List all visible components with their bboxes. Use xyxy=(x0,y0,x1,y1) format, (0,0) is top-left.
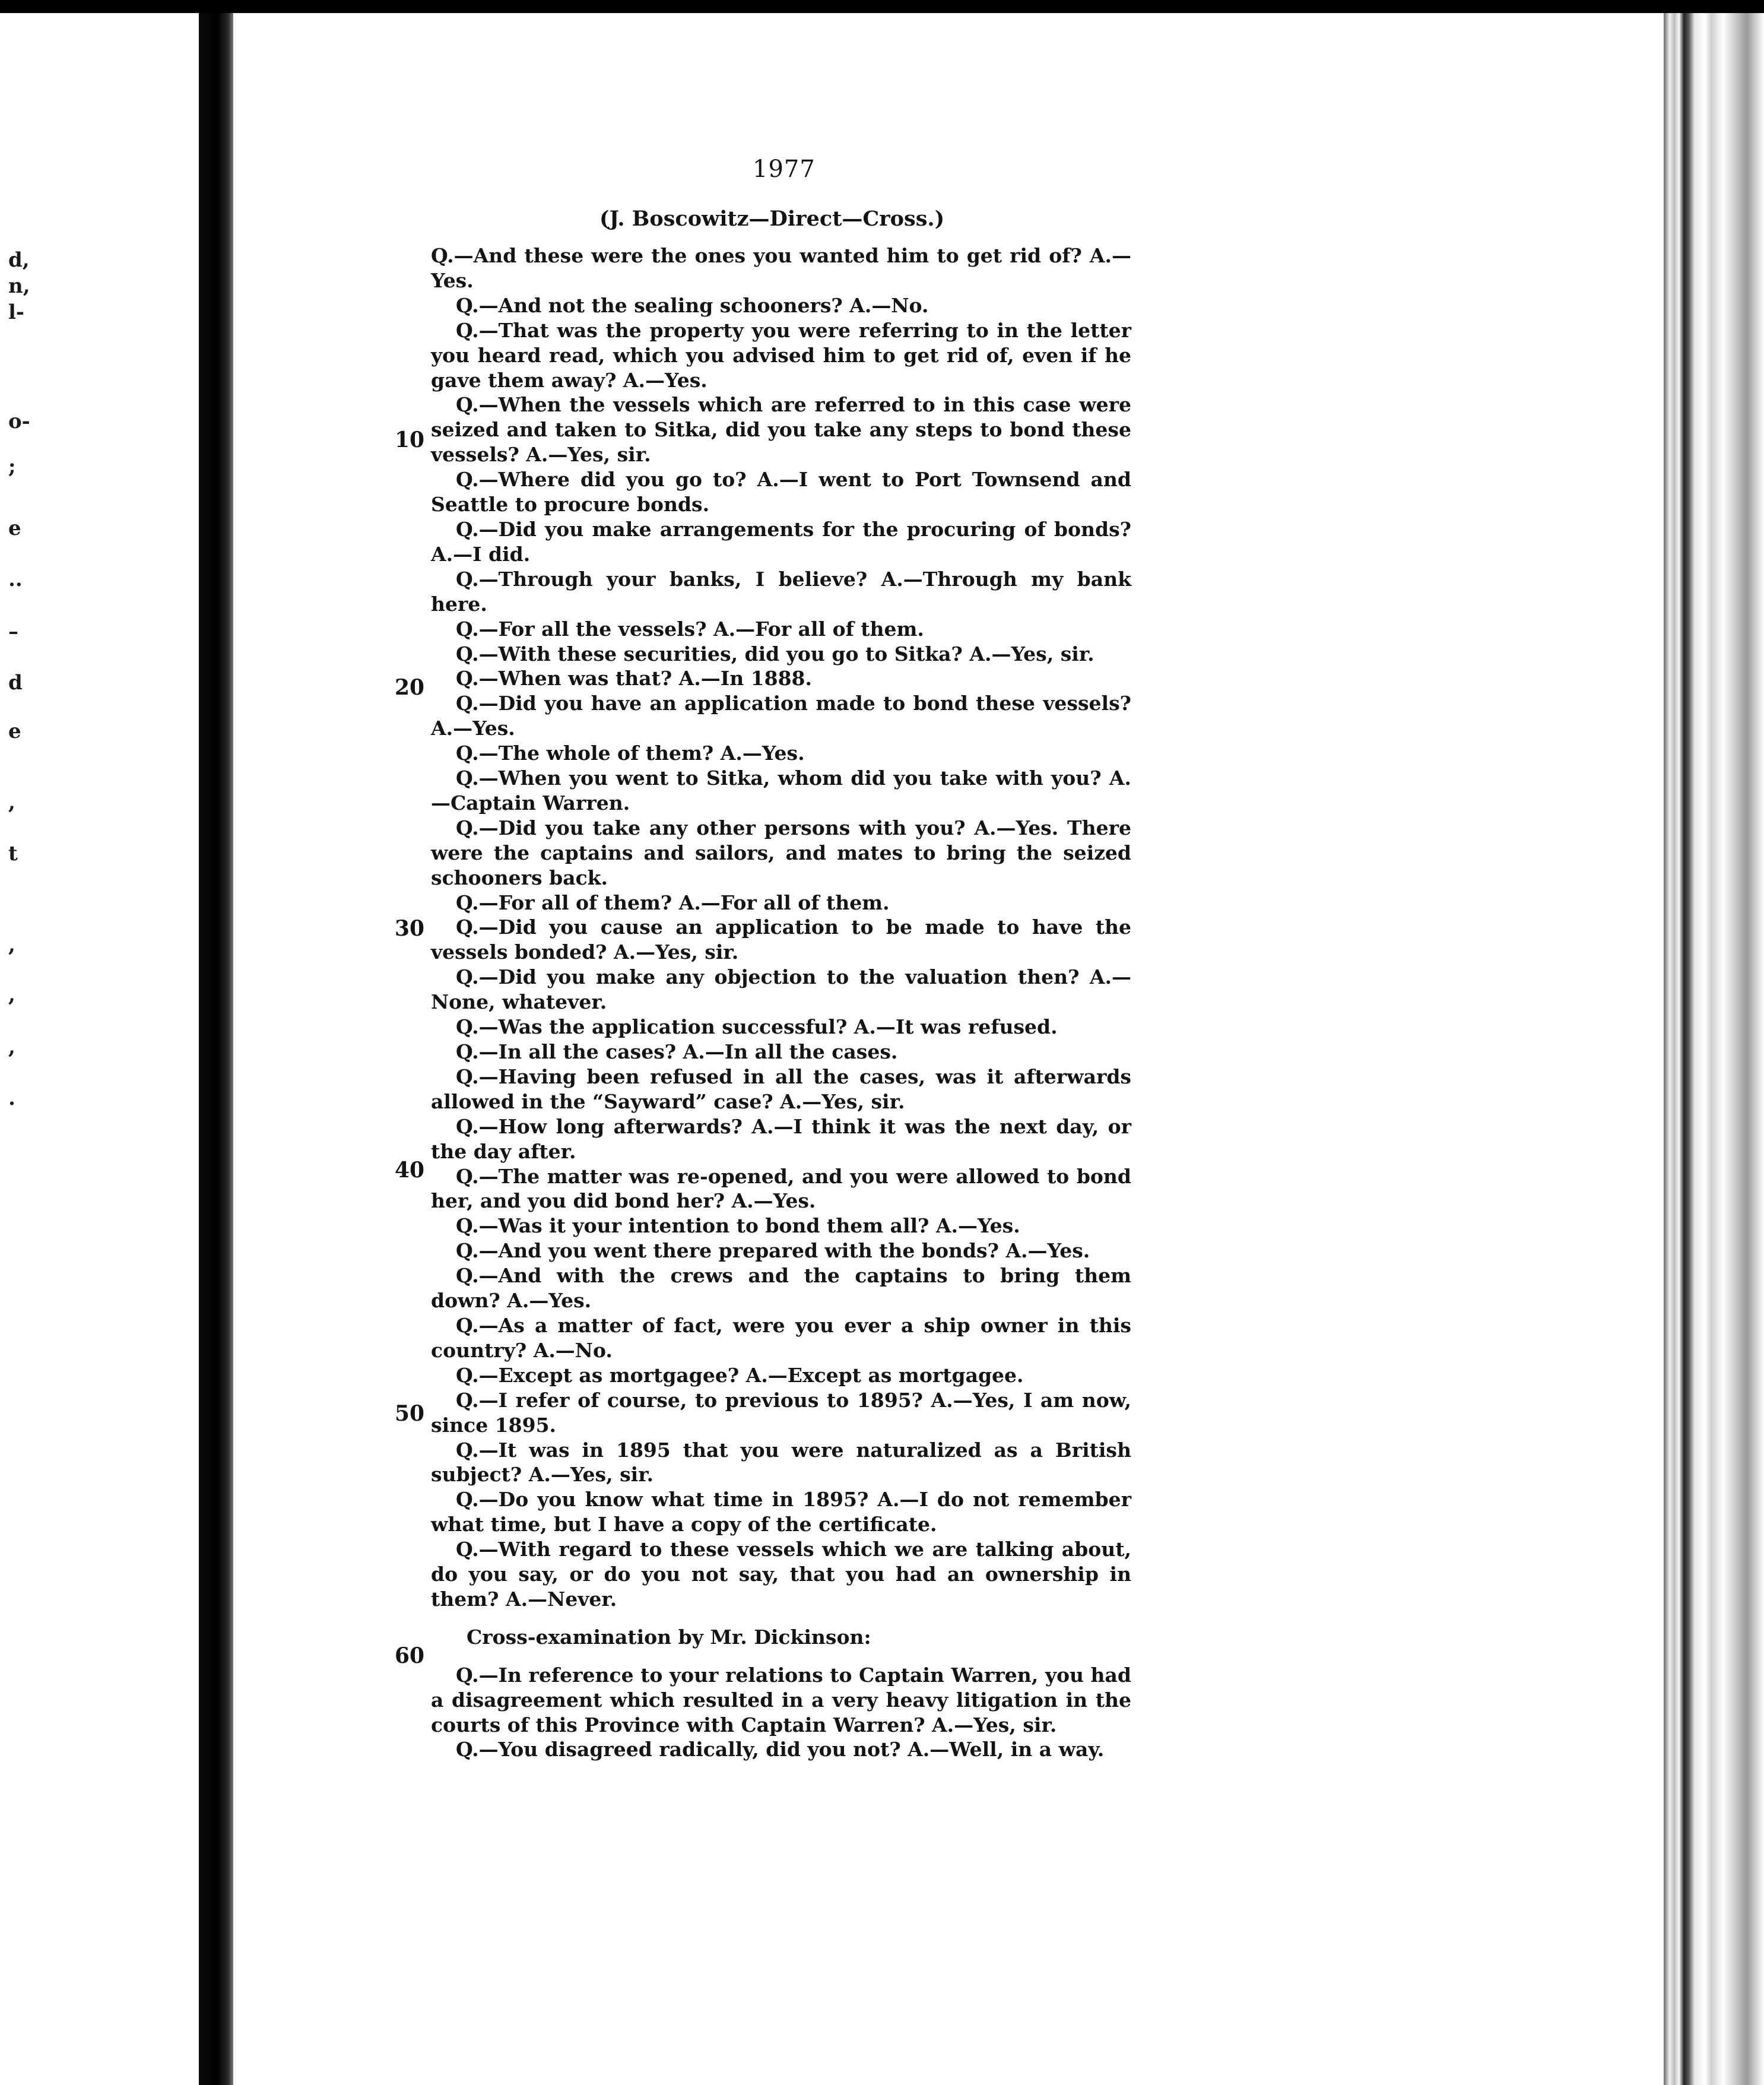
testimony-paragraph: Q.—Was it your intention to bond them all? A.—Yes. xyxy=(456,1214,1020,1238)
running-head: (J. Boscowitz—Direct—Cross.) xyxy=(599,207,945,231)
line-number: 10 xyxy=(395,427,425,452)
testimony-paragraph: Q.—You disagreed radically, did you not? A.—Well, in a way. xyxy=(456,1738,1105,1761)
facing-page-fragment: – xyxy=(8,620,18,644)
testimony-paragraph: Q.—Through your banks, I believe? A.—Through my bank here. xyxy=(431,567,1131,616)
facing-page-fragment: . xyxy=(8,1086,15,1110)
facing-page-fragment: ; xyxy=(8,455,16,479)
testimony-paragraph: Q.—And not the sealing schooners? A.—No. xyxy=(456,293,929,317)
testimony-paragraph: Q.—With these securities, did you go to Sitka? A.—Yes, sir. xyxy=(456,642,1094,666)
testimony-paragraph: Q.—When was that? A.—In 1888. xyxy=(456,667,813,690)
line-number: 60 xyxy=(395,1643,425,1668)
facing-page-fragment: d xyxy=(8,671,23,695)
testimony-paragraph: Q.—Did you have an application made to bond these vessels? A.—Yes. xyxy=(431,692,1131,740)
facing-page-fragment: , xyxy=(8,933,15,957)
testimony-paragraph: Q.—I refer of course, to previous to 1895? A.—Yes, I am now, since 1895. xyxy=(431,1388,1131,1437)
testimony-paragraph: Q.—When the vessels which are referred to in this case were seized and taken to Sitka, did you take any steps to bond these vessels? A.—Yes, sir. xyxy=(431,393,1131,467)
facing-page-fragment: .. xyxy=(8,568,23,591)
testimony-paragraph: Q.—Did you cause an application to be made to have the vessels bonded? A.—Yes, sir. xyxy=(431,915,1131,964)
testimony-paragraph: Q.—Did you make any objection to the valuation then? A.—None, whatever. xyxy=(431,965,1131,1014)
page-stack-edge xyxy=(1664,13,1764,2085)
testimony-paragraph: Q.—Was the application successful? A.—It was refused. xyxy=(456,1015,1058,1039)
facing-page-fragment: l- xyxy=(8,300,25,324)
testimony-paragraph: Q.—Did you make arrangements for the procuring of bonds? A.—I did. xyxy=(431,517,1131,566)
testimony-paragraph: Q.—Except as mortgagee? A.—Except as mortgagee. xyxy=(456,1363,1024,1387)
testimony-paragraph: Q.—And with the crews and the captains to bring them down? A.—Yes. xyxy=(431,1264,1131,1313)
book-gutter xyxy=(199,13,233,2085)
facing-page-fragment: n, xyxy=(8,274,30,298)
testimony-paragraph: Q.—In all the cases? A.—In all the cases. xyxy=(456,1040,898,1063)
testimony-paragraph: Q.—With regard to these vessels which we are talking about, do you say, or do you not say, that you had an ownership in them? A.—Never. xyxy=(431,1538,1131,1611)
facing-page-edge xyxy=(0,13,199,2085)
testimony-paragraph: Q.—Having been refused in all the cases, was it afterwards allowed in the “Sayward” case? A.—Yes, sir. xyxy=(431,1064,1131,1113)
line-number: 30 xyxy=(395,916,425,941)
testimony-paragraph: Q.—For all the vessels? A.—For all of them. xyxy=(456,617,924,641)
facing-page-fragment: , xyxy=(8,791,15,815)
testimony-text xyxy=(431,243,1131,1762)
facing-page-fragment: t xyxy=(8,842,18,866)
line-number: 50 xyxy=(395,1401,425,1426)
page-number: 1977 xyxy=(753,156,816,183)
testimony-paragraph: Q.—When you went to Sitka, whom did you take with you? A.—Captain Warren. xyxy=(431,766,1131,815)
testimony-paragraph: Q.—Where did you go to? A.—I went to Port Townsend and Seattle to procure bonds. xyxy=(431,468,1131,517)
testimony-paragraph: Q.—Did you take any other persons with you? A.—Yes. There were the captains and sailors, and mates to bring the seized schooners back. xyxy=(431,816,1131,889)
testimony-paragraph: Q.—For all of them? A.—For all of them. xyxy=(456,891,890,914)
testimony-paragraph: Q.—And these were the ones you wanted him to get rid of? A.—Yes. xyxy=(431,244,1131,292)
facing-page-fragment: e xyxy=(8,720,21,743)
facing-page-fragment: d, xyxy=(8,248,30,272)
cross-examination-heading: Cross-examination by Mr. Dickinson: xyxy=(467,1625,871,1649)
facing-page-fragment: , xyxy=(8,1035,15,1059)
line-number: 20 xyxy=(395,675,425,700)
testimony-paragraph: Q.—In reference to your relations to Captain Warren, you had a disagreement which resulted in a very heavy litigation in the courts of this Province with Captain Warren? A.—Yes, sir. xyxy=(431,1663,1131,1737)
testimony-paragraph: Q.—That was the property you were referring to in the letter you heard read, which you advised him to get rid of, even if he gave them away? A.—Yes. xyxy=(431,318,1131,392)
testimony-paragraph: Q.—The whole of them? A.—Yes. xyxy=(456,742,805,765)
testimony-paragraph: Q.—The matter was re-opened, and you were allowed to bond her, and you did bond her? A.—Yes. xyxy=(431,1164,1131,1213)
facing-page-fragment: o- xyxy=(8,410,30,433)
testimony-paragraph: Q.—Do you know what time in 1895? A.—I do not remember what time, but I have a copy of the certificate. xyxy=(431,1488,1131,1536)
line-number: 40 xyxy=(395,1158,425,1183)
testimony-paragraph: Q.—As a matter of fact, were you ever a ship owner in this country? A.—No. xyxy=(431,1313,1131,1362)
testimony-paragraph: Q.—It was in 1895 that you were naturalized as a British subject? A.—Yes, sir. xyxy=(431,1438,1131,1487)
testimony-paragraph: Q.—And you went there prepared with the bonds? A.—Yes. xyxy=(456,1239,1090,1263)
scan-top-border xyxy=(0,0,1764,13)
testimony-paragraph: Q.—How long afterwards? A.—I think it was the next day, or the day after. xyxy=(431,1114,1131,1163)
facing-page-fragment: , xyxy=(8,983,15,1007)
facing-page-fragment: e xyxy=(8,517,21,540)
